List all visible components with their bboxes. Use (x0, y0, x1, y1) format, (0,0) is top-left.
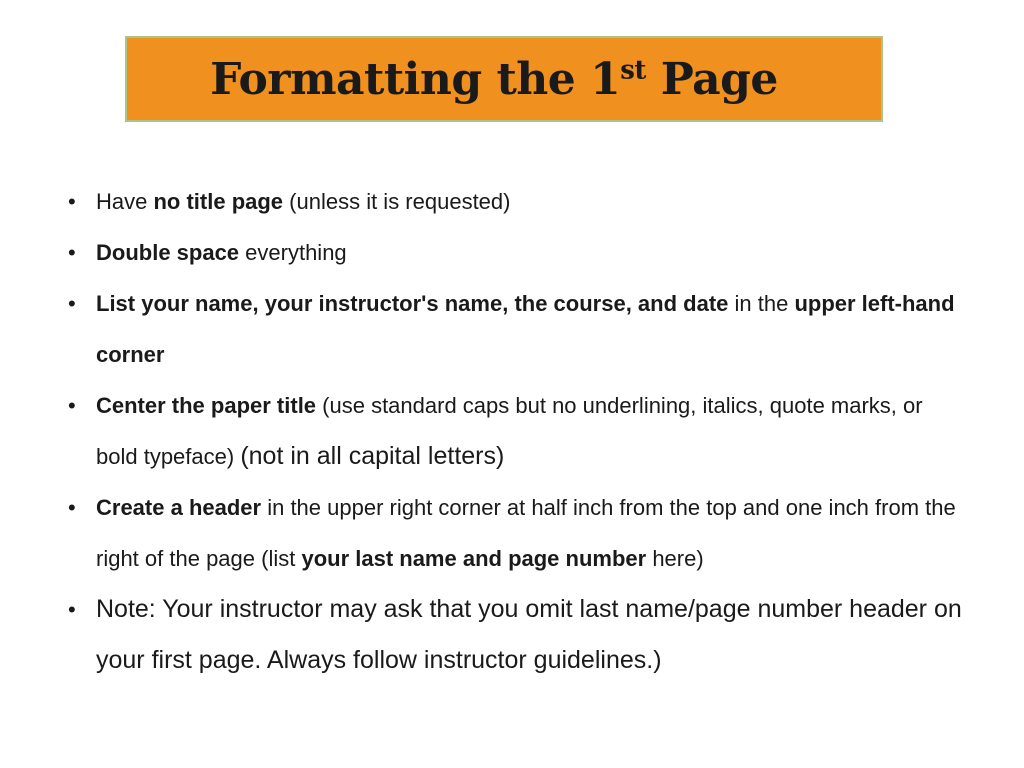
bullet-text-segment: in the (728, 291, 795, 316)
bullet-text-bold: upper left-hand corner (96, 291, 955, 367)
bullet-icon: • (68, 240, 76, 265)
bullet-text-segment: (unless it is requested) (283, 189, 511, 214)
bullet-text-bold: List your name, your instructor's name, the course, and date (96, 291, 729, 316)
bullet-text-segment: in the upper right corner at half inch from the top and one inch from the right of the page (list (96, 495, 956, 571)
bullet-item (68, 584, 968, 686)
bullet-note-text: Note: Your instructor may ask that you omit last name/page number header on your first page. Always follow instructor guidelines.) (96, 595, 962, 674)
bullet-list (68, 176, 968, 686)
bullet-item (68, 227, 968, 278)
bullet-icon: • (68, 393, 76, 418)
slide-title (210, 54, 778, 105)
bullet-icon: • (68, 597, 76, 622)
title-superscript: st (620, 54, 646, 85)
bullet-text-bold: Center the paper title (96, 393, 317, 418)
bullet-icon: • (68, 495, 76, 520)
bullet-icon: • (68, 189, 76, 214)
title-end: Page (645, 53, 778, 105)
bullet-item (68, 176, 968, 227)
bullet-text-bold: Double space (96, 240, 240, 265)
bullet-text-bold: your last name and page number (301, 546, 647, 571)
bullet-item (68, 380, 968, 482)
title-banner (125, 36, 883, 122)
bullet-text-segment: (not in all capital letters) (240, 442, 505, 470)
bullet-text-segment: here) (646, 546, 704, 571)
bullet-icon: • (68, 291, 76, 316)
bullet-text-segment: (use standard caps but no underlining, italics, quote marks, or bold typeface) (96, 393, 923, 469)
bullet-text-bold: no title page (153, 189, 284, 214)
bullet-text-bold: Create a header (96, 495, 262, 520)
bullet-text-segment: Have (96, 189, 154, 214)
bullet-item (68, 482, 968, 584)
title-main: Formatting the 1 (210, 53, 621, 105)
bullet-item (68, 278, 968, 380)
bullet-text-segment: everything (239, 240, 347, 265)
